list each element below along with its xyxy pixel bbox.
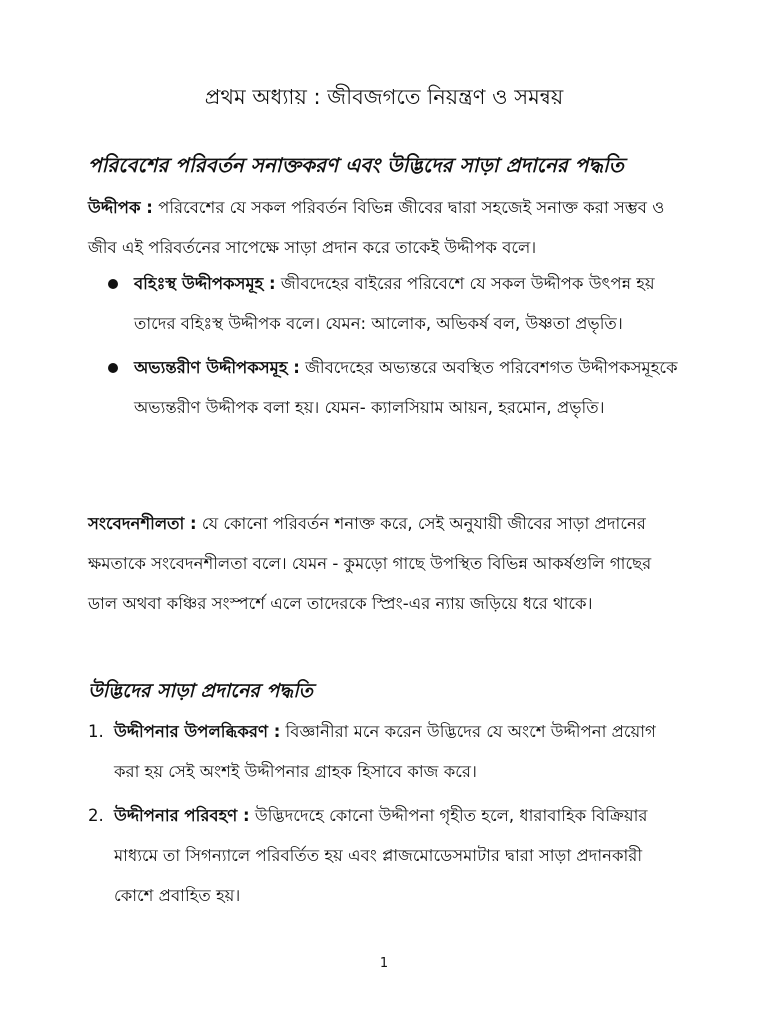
list-item [88, 796, 683, 916]
list-item [88, 712, 683, 792]
method-term: উদ্দীপনার পরিবহণ : [114, 806, 250, 825]
section-heading: পরিবেশের পরিবর্তন সনাক্তকরণ এবং উদ্ভিদের সাড়া প্রদানের পদ্ধতি [88, 153, 624, 177]
bullet-icon [108, 363, 118, 373]
stimulus-definition: পরিবেশের যে সকল পরিবর্তন বিভিন্ন জীবের দ্বারা সহজেই সনাক্ত করা সম্ভব ও জীব এই পরিবর্তনের সাপেক্ষে সাড়া প্রদান করে তাকেই উদ্দীপক বলে। [88, 198, 665, 257]
method-definition: বিজ্ঞানীরা মনে করেন উদ্ভিদের যে অংশে উদ্দীপনা প্রয়োগ করা হয় সেই অংশই উদ্দীপনার গ্রাহক হিসাবে কাজ করে। [114, 722, 656, 781]
item-number: 2. [88, 806, 104, 825]
chapter-title: প্রথম অধ্যায় : জীবজগতে নিয়ন্ত্রণ ও সমন্বয় [204, 85, 564, 109]
bullet-icon [108, 279, 118, 289]
list-item [108, 264, 683, 344]
sensitivity-term: সংবেদনশীলতা : [88, 514, 197, 533]
list-item [108, 348, 683, 428]
method-definition: উদ্ভিদদেহে কোনো উদ্দীপনা গৃহীত হলে, ধারাবাহিক বিক্রিয়ার মাধ্যমে তা সিগন্যালে পরিবর্তিত হয় এবং প্লাজমোডেসমাটার দ্বারা সাড়া প্রদানকারী কোশে প্রবাহিত হয়। [114, 806, 648, 905]
stimulus-paragraph [88, 188, 683, 268]
method-term: উদ্দীপনার উপলব্ধিকরণ : [114, 722, 281, 741]
section2-heading: উদ্ভিদের সাড়া প্রদানের পদ্ধতি [88, 680, 313, 702]
item-number: 1. [88, 722, 104, 741]
stimulus-term: উদ্দীপক : [88, 198, 153, 217]
page-number: 1 [379, 956, 389, 971]
internal-stimulus-term: অভ্যন্তরীণ উদ্দীপকসমূহ : [134, 358, 300, 377]
methods-list [88, 712, 683, 916]
sensitivity-definition: যে কোনো পরিবর্তন শনাক্ত করে, সেই অনুযায়ী জীবের সাড়া প্রদানের ক্ষমতাকে সংবেদনশীলতা বলে। যেমন - কুমড়ো গাছে উপস্থিত বিভিন্ন আকর্ষগুলি গাছের ডাল অথবা কঞ্চির সংস্পর্শে এলে তাদেরকে স্প্রিং-এর ন্যায় জড়িয়ে ধরে থাকে। [88, 514, 652, 613]
stimulus-types-list [108, 264, 683, 428]
internal-stimulus-definition: জীবদেহের অভ্যন্তরে অবস্থিত পরিবেশগত উদ্দীপকসমূহকে অভ্যন্তরীণ উদ্দীপক বলা হয়। যেমন- ক্যালসিয়াম আয়ন, হরমোন, প্রভৃতি। [134, 358, 678, 417]
sensitivity-paragraph [88, 504, 683, 624]
external-stimulus-definition: জীবদেহের বাইরের পরিবেশে যে সকল উদ্দীপক উৎপন্ন হয় তাদের বহিঃস্থ উদ্দীপক বলে। যেমন: আলোক, অভিকর্ষ বল, উষ্ণতা প্রভৃতি। [134, 274, 655, 333]
external-stimulus-term: বহিঃস্থ উদ্দীপকসমূহ : [134, 274, 276, 293]
